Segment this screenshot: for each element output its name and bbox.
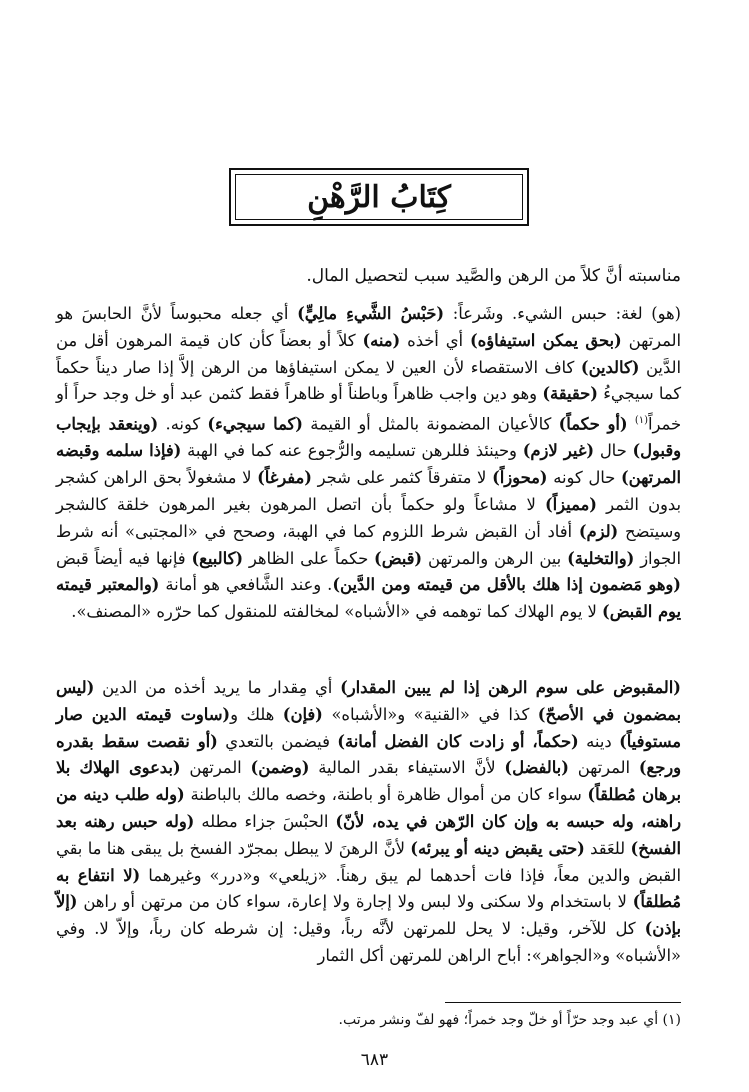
bold-text-segment: (لزم) xyxy=(578,521,619,541)
chapter-title: كِتَابُ الرَّهْنِ xyxy=(235,174,523,220)
page-number: ٦٨٣ xyxy=(360,1050,389,1070)
bold-text-segment: (قبض) xyxy=(374,548,423,568)
bold-text-segment: (كما سيجيء) xyxy=(207,414,303,434)
bold-text-segment: (مفرغاً) xyxy=(257,468,312,488)
bold-text-segment: (فإن) xyxy=(282,704,323,724)
bold-text-segment: (منه) xyxy=(362,330,401,350)
bold-text-segment: (وهو مَضمون إذا هلك بالأقل من قيمته ومن الدَّين) xyxy=(332,575,681,595)
bold-text-segment: (أو نقصت سقط بقدره ورجع) xyxy=(56,731,681,778)
bold-text-segment: (ساوت قيمته الدين صار مستوفياً) xyxy=(56,704,681,751)
footnote-reference: (١) xyxy=(634,415,649,427)
bold-text-segment: (والمعتبر قيمته يوم القبض) xyxy=(56,575,681,622)
bold-text-segment: (حقيقة) xyxy=(542,384,598,404)
bold-text-segment: (بدعوى الهلاك بلا برهان مُطلقاً) xyxy=(56,758,681,805)
bold-text-segment: (محوزاً) xyxy=(492,468,548,488)
bold-text-segment: (لا انتفاع به مُطلقاً) xyxy=(56,865,681,912)
bold-text-segment: (كالدين) xyxy=(580,357,640,377)
bold-text-segment: (حكماً، أو زادت كان الفضل أمانة) xyxy=(337,731,579,751)
bold-text-segment: (والتخلية) xyxy=(567,548,635,568)
body-paragraph-1: (هو) لغة: حبس الشيء. وشَرعاً: (حَبْسُ الشَّيءِ مالِيٍّ) أي جعله محبوساً لأنَّ الحابسَ هو المرتهن (بحق يمكن استيفاؤه) أي أخذه (منه) كلاً أو بعضاً كأن كان قيمة المرهون أقل من الدَّين (كالدين) كاف الاستقصاء لأن العين لا يمكن استيفاؤها من الرهن إلاَّ إذا صار ديناً حكماً كما سيجيءُ (حقيقة) وهو دين واجب ظاهراً وباطناً أو ظاهراً فقط كثمن عبد أو خل وجد حراً أو خمراً$^{(١)}$ (أو حكماً) كالأعيان المضمونة بالمثل أو القيمة (كما سيجيء) كونه. (وينعقد بإيجاب وقبول) حال (غير لازم) وحينئذ فللرهن تسليمه والرُّجوع عنه كما في الهبة (فإذا سلمه وقبضه المرتهن) حال كونه (محوزاً) لا متفرقاً كثمر على شجر (مفرغاً) لا مشغولاً بحق الراهن كشجر بدون الثمر (مميزاً) لا مشاعاً ولو حكماً بأن اتصل المرهون بغير المرهون خلقة كالشجر وسيتضح (لزم) أفاد أن القبض شرط اللزوم كما في الهبة، وصحح في «المجتبى» أنه شرط الجواز (والتخلية) بين الرهن والمرتهن (قبض) حكماً على الظاهر (كالبيع) فإنها فيه أيضاً قبض (وهو مَضمون إذا هلك بالأقل من قيمته ومن الدَّين). وعند الشَّافعي هو أمانة (والمعتبر قيمته يوم القبض) لا يوم الهلاك كما توهمه في «الأشباه» لمخالفته للمنقول كما حرّره «المصنف». xyxy=(56,304,682,622)
bold-text-segment: (فإذا سلمه وقبضه المرتهن) xyxy=(56,441,681,488)
bold-text-segment: (حتى يقبض دينه أو يبرئه) xyxy=(410,838,585,858)
body-paragraph-2: (المقبوض على سوم الرهن إذا لم يبين المقدار) أي مِقدار ما يريد أخذه من الدين (ليس بمضمون في الأصحّ) كذا في «القنية» و«الأشباه» (فإن) هلك و(ساوت قيمته الدين صار مستوفياً) دينه (حكماً، أو زادت كان الفضل أمانة) فيضمن بالتعدي (أو نقصت سقط بقدره ورجع) المرتهن (بالفضل) لأنَّ الاستيفاء بقدر المالية (وضمن) المرتهن (بدعوى الهلاك بلا برهان مُطلقاً) سواء كان من أموال ظاهرة أو باطنة، وخصه مالك بالباطنة (وله طلب دينه من راهنه، وله حبسه به وإن كان الرّهن في يده، لأنّ) الحبْسَ جزاء مطله (وله حبس رهنه بعد الفسخ) للعَقد (حتى يقبض دينه أو يبرئه) لأنَّ الرهنَ لا يبطل بمجرّد الفسخ بل يبقى هنا ما بقي القبض والدين معاً، فإذا فات أحدهما لم يبق رهناً. «زيلعي» و«درر» وغيرهما (لا انتفاع به مُطلقاً) لا باستخدام ولا سكنى ولا لبس ولا إجارة ولا إعارة، سواء كان من مرتهن أو راهن (إلاّ بإذن) كل للآخر، وقيل: لا يحل للمرتهن لأنَّه رباً، وقيل: إن شرطه كان رباً، وإلاّ لا. وفي «الأشباه» و«الجواهر»: أباح الراهن للمرتهن أكل الثمار xyxy=(56,678,681,965)
footnote-divider xyxy=(445,1002,681,1003)
footnote: (١) أي عبد وجد حرّاً أو خلّ وجد خمراً؛ فهو لفّ ونشر مرتب. xyxy=(338,1012,681,1028)
chapter-title-frame xyxy=(229,168,529,226)
bold-text-segment: (مميزاً) xyxy=(544,495,597,514)
bold-text-segment: (بحق يمكن استيفاؤه) xyxy=(469,330,622,350)
bold-text-segment: (وضمن) xyxy=(250,758,310,778)
bold-text-segment: (غير لازم) xyxy=(522,441,595,461)
bold-text-segment: (وله طلب دينه من راهنه، وله حبسه به وإن كان الرّهن في يده، لأنّ) xyxy=(56,785,681,831)
bold-text-segment: (أو حكماً) xyxy=(558,414,628,434)
bold-text-segment: (كالبيع) xyxy=(191,548,244,568)
intro-paragraph: مناسبته أنَّ كلاً من الرهن والصَّيد سبب لتحصيل المال. xyxy=(306,266,681,286)
bold-text-segment: (ليس بمضمون في الأصحّ) xyxy=(56,678,681,724)
bold-text-segment: (حَبْسُ الشَّيءِ مالِيٍّ) xyxy=(297,304,445,323)
bold-text-segment: (وله حبس رهنه بعد الفسخ) xyxy=(56,811,681,858)
bold-text-segment: (وينعقد بإيجاب وقبول) xyxy=(56,414,681,461)
bold-text-segment: (المقبوض على سوم الرهن إذا لم يبين المقدار) xyxy=(340,678,681,697)
bold-text-segment: (بالفضل) xyxy=(504,758,569,778)
bold-text-segment: (إلاّ بإذن) xyxy=(56,892,681,939)
